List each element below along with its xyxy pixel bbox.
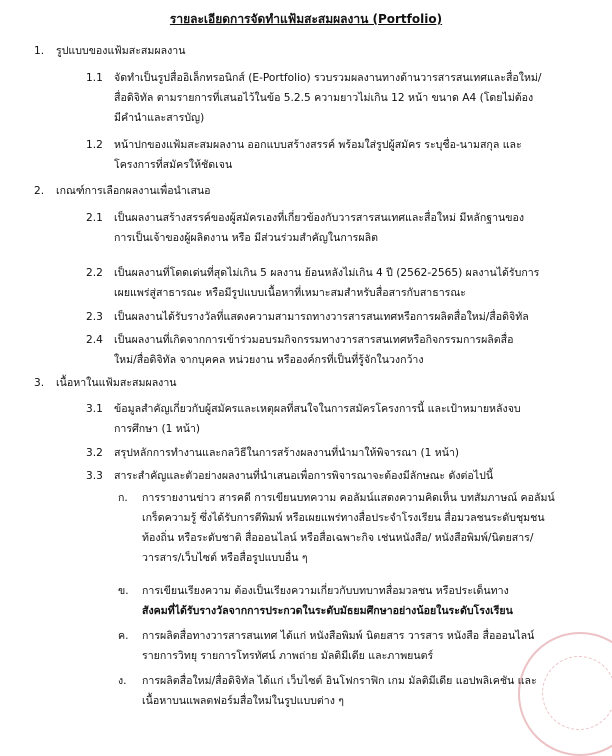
- page-title: รายละเอียดการจัดทำแฟ้มสะสมผลงาน (Portfolio): [169, 12, 443, 26]
- subitem-c-line: รายการวิทยุ รายการโทรทัศน์ ภาพถ่าย มัลติมีเดีย และภาพยนตร์: [142, 650, 434, 662]
- stamp-seal: [518, 632, 612, 756]
- item-3-2-number: 3.2: [86, 447, 103, 459]
- section-2-number: 2.: [34, 185, 45, 197]
- stamp-seal-inner: [542, 656, 612, 730]
- item-1-1-number: 1.1: [86, 72, 103, 84]
- section-3-number: 3.: [34, 377, 45, 389]
- item-1-2-line: โครงการที่สมัครให้ชัดเจน: [114, 159, 233, 171]
- item-2-2-line: เผยแพร่สู่สาธารณะ หรือมีรูปแบบเนื้อหาที่เหมาะสมสำหรับสื่อสารกับสาธารณะ: [114, 287, 466, 299]
- item-2-1-line: เป็นผลงานสร้างสรรค์ของผู้สมัครเองที่เกี่ยวข้องกับวารสารสนเทศและสื่อใหม่ มีหลักฐานของ: [114, 212, 525, 224]
- item-1-2-number: 1.2: [86, 139, 103, 151]
- item-3-1-number: 3.1: [86, 403, 103, 415]
- item-2-4-line: เป็นผลงานที่เกิดจากการเข้าร่วมอบรมกิจกรรมทางวารสารสนเทศหรือกิจกรรมการผลิตสื่อ: [114, 334, 514, 346]
- item-3-1-line: ข้อมูลสำคัญเกี่ยวกับผู้สมัครและเหตุผลที่สนใจในการสมัครโครงการนี้ และเป้าหมายหลังจบ: [114, 403, 521, 415]
- subitem-d-line: เนื้อหาบนแพลตฟอร์มสื่อใหม่ในรูปแบบต่าง ๆ: [142, 695, 344, 707]
- item-2-1-line: การเป็นเจ้าของผู้ผลิตงาน หรือ มีส่วนร่วมสำคัญในการผลิต: [114, 232, 378, 244]
- item-2-3-number: 2.3: [86, 311, 103, 323]
- subitem-a-number: ก.: [118, 492, 128, 504]
- subitem-a-line: การรายงานข่าว สารคดี การเขียนบทความ คอลัมน์แสดงความคิดเห็น บทสัมภาษณ์ คอลัมน์: [142, 492, 555, 504]
- subitem-a-line: ท้องถิ่น หรือระดับชาติ สื่อออนไลน์ หรือสื่อเฉพาะกิจ เช่นหนังสือ/ หนังสือพิมพ์/นิตยสาร/: [142, 532, 534, 544]
- item-2-2-number: 2.2: [86, 267, 103, 279]
- item-2-2-line: เป็นผลงานที่โดดเด่นที่สุดไม่เกิน 5 ผลงาน ย้อนหลังไม่เกิน 4 ปี (2562-2565) ผลงานได้รับการ: [114, 267, 540, 279]
- item-3-3-number: 3.3: [86, 470, 103, 482]
- subitem-a-line: เกร็ดความรู้ ซึ่งได้รับการตีพิมพ์ หรือเผยแพร่ทางสื่อประจำโรงเรียน สื่อมวลชนระดับชุมชน: [142, 512, 545, 524]
- subitem-b-line: สังคมที่ได้รับรางวัลจากการประกวดในระดับมัธยมศึกษาอย่างน้อยในระดับโรงเรียน: [142, 605, 513, 617]
- section-3-heading: เนื้อหาในแฟ้มสะสมผลงาน: [56, 377, 177, 389]
- subitem-c-line: การผลิตสื่อทางวารสารสนเทศ ได้แก่ หนังสือพิมพ์ นิตยสาร วารสาร หนังสือ สื่อออนไลน์: [142, 630, 535, 642]
- section-2-heading: เกณฑ์การเลือกผลงานเพื่อนำเสนอ: [56, 185, 211, 197]
- item-3-1-line: การศึกษา (1 หน้า): [114, 423, 201, 435]
- subitem-b-line: การเขียนเรียงความ ต้องเป็นเรียงความเกี่ยวกับบทบาทสื่อมวลชน หรือประเด็นทาง: [142, 585, 509, 597]
- subitem-c-number: ค.: [118, 630, 129, 642]
- section-1-heading: รูปแบบของแฟ้มสะสมผลงาน: [56, 45, 186, 57]
- item-2-4-number: 2.4: [86, 334, 103, 346]
- item-1-1-line: สื่อดิจิทัล ตามรายการที่เสนอไว้ในข้อ 5.2.5 ความยาวไม่เกิน 12 หน้า ขนาด A4 (โดยไม่ต้อง: [114, 92, 534, 104]
- subitem-d-line: การผลิตสื่อใหม่/สื่อดิจิทัล ได้แก่ เว็บไซต์ อินโฟกราฟิก เกม มัลติมีเดีย แอปพลิเคชัน และ: [142, 675, 537, 687]
- item-1-1-line: จัดทำเป็นรูปสื่ออิเล็กทรอนิกส์ (E-Portfolio) รวบรวมผลงานทางด้านวารสารสนเทศและสื่อใหม่/: [114, 72, 542, 84]
- item-1-1-line: มีคำนำและสารบัญ): [114, 112, 205, 124]
- subitem-b-number: ข.: [118, 585, 129, 597]
- item-3-2-line: สรุปหลักการทำงานและกลวิธีในการสร้างผลงานที่นำมาให้พิจารณา (1 หน้า): [114, 447, 460, 459]
- item-2-3-line: เป็นผลงานได้รับรางวัลที่แสดงความสามารถทางวารสารสนเทศหรือการผลิตสื่อใหม่/สื่อดิจิทัล: [114, 311, 529, 323]
- item-1-2-line: หน้าปกของแฟ้มสะสมผลงาน ออกแบบสร้างสรรค์ พร้อมใส่รูปผู้สมัคร ระบุชื่อ-นามสกุล และ: [114, 139, 522, 151]
- item-3-3-line: สาระสำคัญและตัวอย่างผลงานที่นำเสนอเพื่อการพิจารณาจะต้องมีลักษณะ ดังต่อไปนี้: [114, 470, 494, 482]
- item-2-1-number: 2.1: [86, 212, 103, 224]
- subitem-a-line: วารสาร/เว็บไซต์ หรือสื่อรูปแบบอื่น ๆ: [142, 552, 308, 564]
- subitem-d-number: ง.: [118, 675, 127, 687]
- item-2-4-line: ใหม่/สื่อดิจิทัล จากบุคคล หน่วยงาน หรือองค์กรที่เป็นที่รู้จักในวงกว้าง: [114, 354, 424, 366]
- section-1-number: 1.: [34, 45, 45, 57]
